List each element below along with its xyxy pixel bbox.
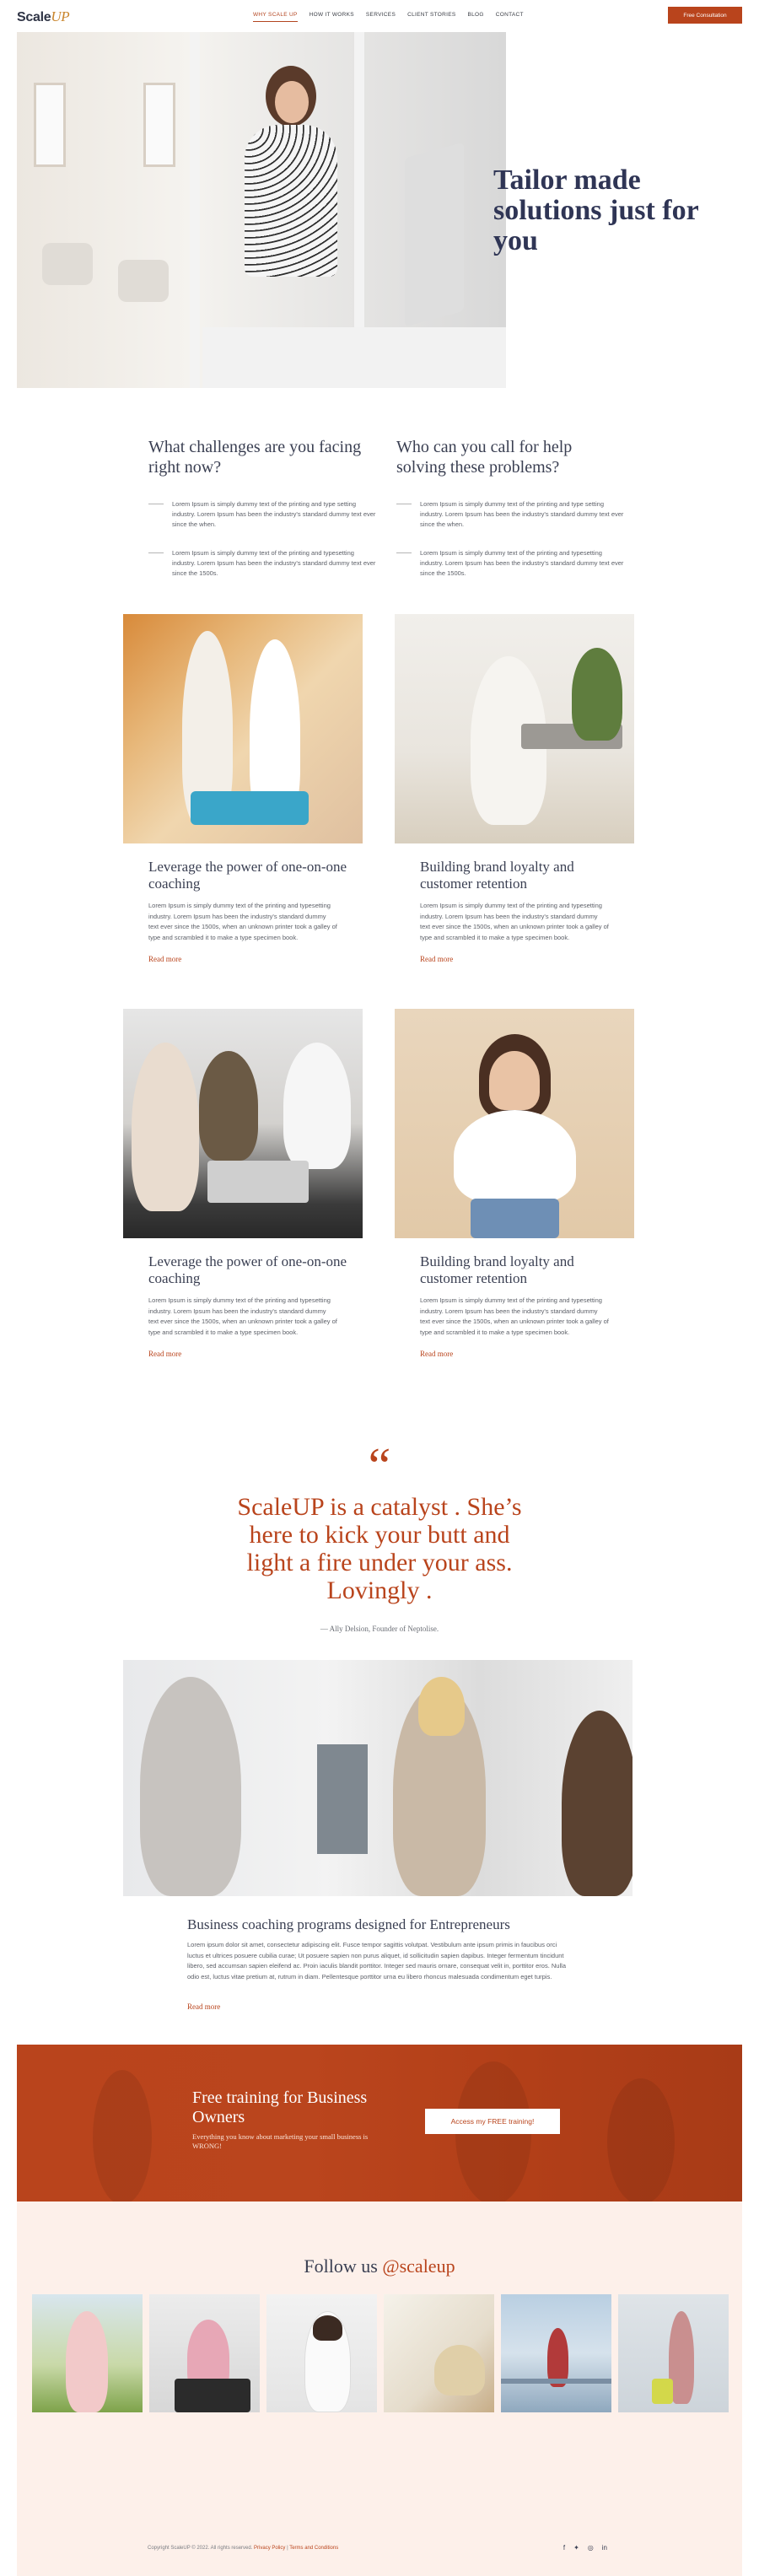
instagram-icon[interactable]: ◎ (587, 2544, 594, 2552)
list-item (396, 499, 624, 530)
banner-subtitle: Everything you know about marketing your small business is WRONG! (192, 2132, 369, 2150)
testimonial-text: ScaleUP is a catalyst . She’s here to kick your butt and light a fire under your ass. Lovingly . (237, 1493, 522, 1604)
privacy-policy-link[interactable]: Privacy Policy (254, 2546, 286, 2551)
service-card (123, 1009, 363, 1358)
card-text: Lorem Ipsum is simply dummy text of the printing and typesetting industry. Lorem Ipsum has been the industry's standard dummy text ever since the 1500s, when an unknown printer took a galley of type and scrambled it to make a type specimen book. (420, 902, 609, 941)
list-item (148, 548, 376, 579)
business-title: Business coaching programs designed for Entrepreneurs (187, 1916, 510, 1932)
nav-blog[interactable]: BLOG (467, 12, 484, 18)
read-more-link[interactable]: Read more (148, 1350, 182, 1358)
service-card (395, 1009, 634, 1358)
instagram-photo[interactable] (384, 2294, 494, 2412)
dash-icon (148, 552, 164, 553)
list-item (148, 499, 376, 530)
card-title: Leverage the power of one-on-one coaching (148, 859, 347, 892)
read-more-link[interactable]: Read more (420, 1350, 454, 1358)
instagram-photo[interactable] (501, 2294, 611, 2412)
card-image (123, 1009, 363, 1238)
free-consultation-button[interactable]: Free Consultation (668, 7, 742, 24)
twitter-icon[interactable]: ✦ (573, 2544, 579, 2552)
card-title: Building brand loyalty and customer retention (420, 1253, 574, 1286)
list-item-text: Lorem Ipsum is simply dummy text of the printing and typesetting industry. Lorem Ipsum has been the industry's standard dummy text ever since the 1500s. (420, 549, 624, 577)
list-item-text: Lorem Ipsum is simply dummy text of the printing and typesetting industry. Lorem Ipsum has been the industry's standard dummy text ever since the 1500s. (172, 549, 376, 577)
business-text: Lorem ipsum dolor sit amet, consectetur adipiscing elit. Fusce tempor sagittis volutpat. Vestibulum ante ipsum primis in faucibus orci luctus et ultrices posuere cubilia curae; Ut posuere sapien non purus aliquet, id sollicitudin sapien dapibus. Integer fermentum tincidunt libero, sed accumsan sapien eleifend ac. Proin iaculis blandit porttitor. Integer sed mauris ornare, consequat velit in, porttitor eros. Nulla odio est, luctus vitae pretium at, rutrum in diam. Pellentesque porttitor urna eu libero rhoncus malesuada condimentum eget turpis. (187, 1941, 566, 1981)
card-text: Lorem Ipsum is simply dummy text of the printing and typesetting industry. Lorem Ipsum has been the industry's standard dummy text ever since the 1500s, when an unknown printer took a galley of type and scrambled it to make a type specimen book. (148, 1296, 337, 1336)
logo[interactable] (17, 8, 69, 25)
quote-icon: “ (368, 1438, 391, 1494)
instagram-photo[interactable] (266, 2294, 377, 2412)
copyright-text: Copyright ScaleUP © 2022. All rights reserved. (148, 2546, 253, 2551)
linkedin-icon[interactable]: in (601, 2544, 607, 2552)
hero-title: Tailor made solutions just for you (493, 164, 699, 256)
read-more-link[interactable]: Read more (420, 955, 454, 963)
card-text: Lorem Ipsum is simply dummy text of the printing and typesetting industry. Lorem Ipsum has been the industry's standard dummy text ever since the 1500s, when an unknown printer took a galley of type and scrambled it to make a type specimen book. (148, 902, 337, 941)
card-text: Lorem Ipsum is simply dummy text of the printing and typesetting industry. Lorem Ipsum has been the industry's standard dummy text ever since the 1500s, when an unknown printer took a galley of type and scrambled it to make a type specimen book. (420, 1296, 609, 1336)
read-more-link[interactable]: Read more (187, 2002, 221, 2011)
copyright (148, 2546, 338, 2551)
logo-main: Scale (17, 10, 51, 24)
free-training-banner (17, 2045, 742, 2201)
card-title: Leverage the power of one-on-one coaching (148, 1253, 347, 1286)
nav-services[interactable]: SERVICES (365, 12, 396, 18)
list-item-text: Lorem Ipsum is simply dummy text of the printing and type setting industry. Lorem Ipsum has been the industry's standard dummy text ever since the when. (172, 500, 376, 528)
access-training-button[interactable]: Access my FREE training! (425, 2109, 560, 2134)
nav-how-it-works[interactable]: HOW IT WORKS (309, 12, 354, 18)
business-coaching-image (123, 1660, 632, 1896)
list-item-text: Lorem Ipsum is simply dummy text of the printing and type setting industry. Lorem Ipsum has been the industry's standard dummy text ever since the when. (420, 500, 624, 528)
follow-prefix: Follow us (304, 2255, 383, 2277)
site-header (0, 0, 759, 32)
dash-icon (396, 552, 412, 553)
hero-section (0, 32, 759, 403)
list-item (396, 548, 624, 579)
banner-title: Free training for Business Owners (192, 2088, 368, 2126)
challenges-title: What challenges are you facing right now? (148, 438, 362, 477)
services-cards (0, 614, 759, 1441)
instagram-photo[interactable] (32, 2294, 143, 2412)
service-card (123, 614, 363, 963)
social-links (563, 2544, 607, 2552)
card-image (395, 1009, 634, 1238)
service-card (395, 614, 634, 963)
logo-accent: UP (51, 8, 70, 24)
instagram-photo[interactable] (618, 2294, 729, 2412)
site-footer (17, 2525, 742, 2576)
card-image (395, 614, 634, 843)
help-column (396, 437, 624, 597)
nav-contact[interactable]: CONTACT (495, 12, 524, 18)
card-image (123, 614, 363, 843)
challenges-section (0, 403, 759, 614)
footer-separator: | (287, 2546, 288, 2551)
card-title: Building brand loyalty and customer retention (420, 859, 574, 892)
nav-client-stories[interactable]: CLIENT STORIES (407, 12, 456, 18)
main-nav (253, 12, 524, 22)
testimonial-section (0, 1438, 759, 1660)
instagram-photo[interactable] (149, 2294, 260, 2412)
instagram-section (17, 2201, 742, 2525)
facebook-icon[interactable]: f (563, 2544, 566, 2552)
read-more-link[interactable]: Read more (148, 955, 182, 963)
instagram-handle[interactable]: @scaleup (382, 2255, 455, 2277)
follow-title (17, 2255, 742, 2277)
nav-why-scale-up[interactable]: WHY SCALE UP (253, 12, 298, 22)
instagram-grid (32, 2294, 729, 2412)
help-title: Who can you call for help solving these problems? (396, 438, 573, 477)
hero-image (17, 32, 506, 388)
business-coaching-section (0, 1896, 759, 2045)
testimonial-author: — Ally Delsion, Founder of Neptolise. (320, 1625, 439, 1633)
challenges-column (148, 437, 376, 597)
terms-link[interactable]: Terms and Conditions (289, 2546, 339, 2551)
